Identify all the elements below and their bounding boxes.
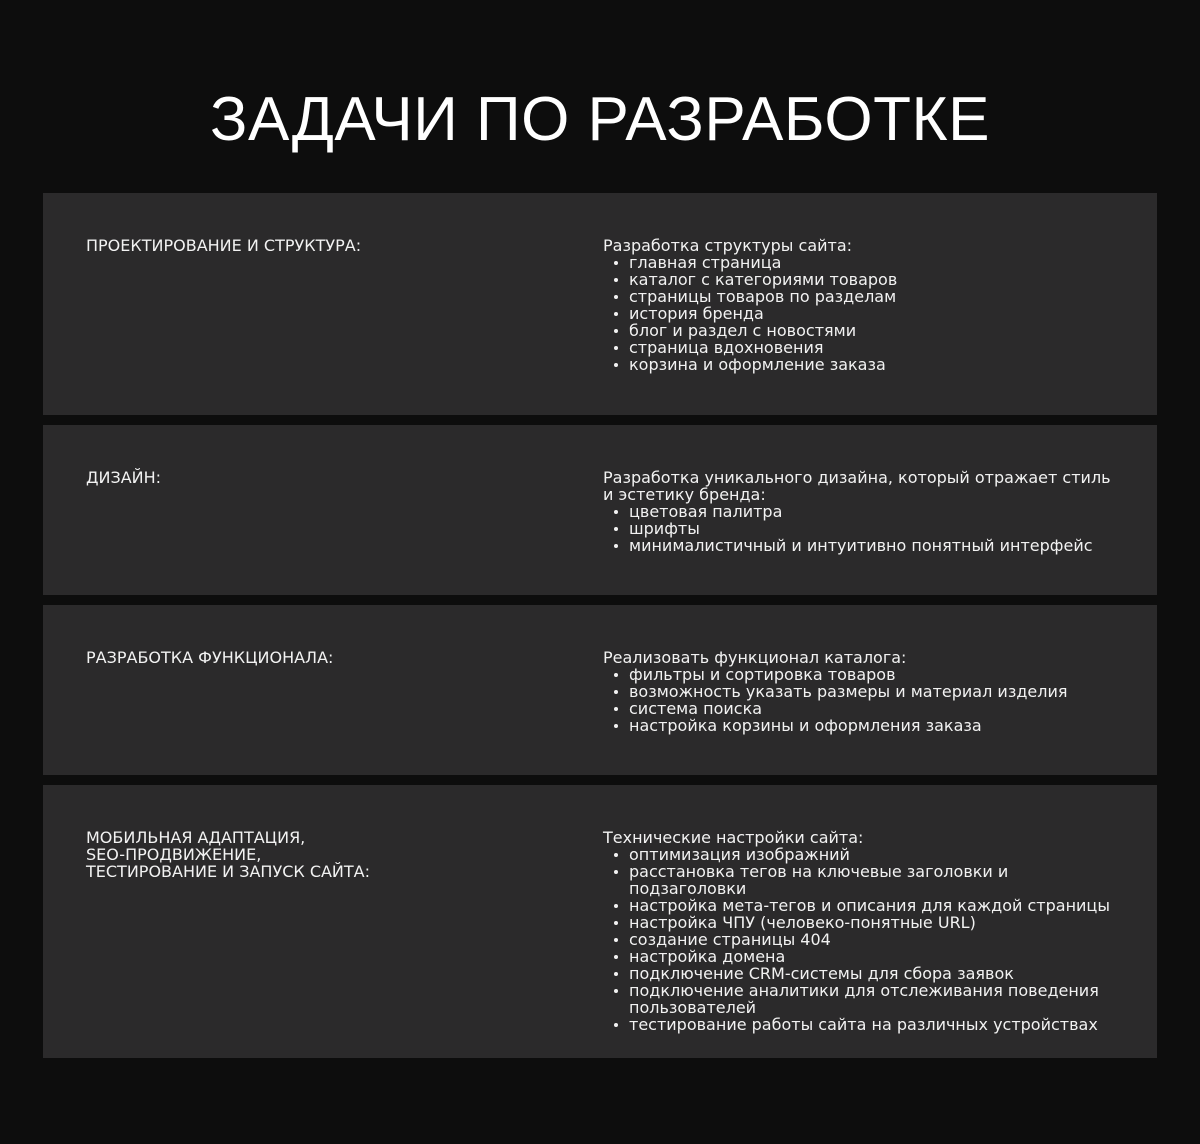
list-item: фильтры и сортировка товаров xyxy=(603,666,1123,683)
card-title: МОБИЛЬНАЯ АДАПТАЦИЯ, SEO-ПРОДВИЖЕНИЕ, ТЕСТИРОВАНИЕ И ЗАПУСК САЙТА: xyxy=(86,828,371,881)
task-card-design-structure xyxy=(43,193,1157,415)
task-card-launch xyxy=(43,785,1157,1058)
list-item: создание страницы 404 xyxy=(603,931,1123,948)
list-item: настройка ЧПУ (человеко-понятные URL) xyxy=(603,914,1123,931)
task-list xyxy=(603,846,1123,1033)
list-item: тестирование работы сайта на различных устройствах xyxy=(603,1016,1123,1033)
card-body xyxy=(603,469,1123,554)
list-item: шрифты xyxy=(603,520,1123,537)
card-intro: Технические настройки сайта: xyxy=(603,828,864,847)
list-item: расстановка тегов на ключевые заголовки и подзаголовки xyxy=(603,863,1123,897)
list-item: настройка домена xyxy=(603,948,1123,965)
card-intro: Реализовать функционал каталога: xyxy=(603,648,907,667)
list-item: страницы товаров по разделам xyxy=(603,288,1123,305)
list-item: настройка мета-тегов и описания для каждой страницы xyxy=(603,897,1123,914)
list-item: подключение аналитики для отслеживания поведения пользователей xyxy=(603,982,1123,1016)
list-item: корзина и оформление заказа xyxy=(603,356,1123,373)
list-item: каталог с категориями товаров xyxy=(603,271,1123,288)
card-title: РАЗРАБОТКА ФУНКЦИОНАЛА: xyxy=(86,648,334,667)
list-item: возможность указать размеры и материал изделия xyxy=(603,683,1123,700)
list-item: блог и раздел с новостями xyxy=(603,322,1123,339)
list-item: страница вдохновения xyxy=(603,339,1123,356)
card-intro: Разработка уникального дизайна, который отражает стиль и эстетику бренда: xyxy=(603,468,1111,504)
list-item: история бренда xyxy=(603,305,1123,322)
card-intro: Разработка структуры сайта: xyxy=(603,236,853,255)
card-body xyxy=(603,649,1123,734)
task-card-design xyxy=(43,425,1157,595)
card-body xyxy=(603,237,1123,373)
task-list xyxy=(603,666,1123,734)
card-title: ПРОЕКТИРОВАНИЕ И СТРУКТУРА: xyxy=(86,236,362,255)
list-item: настройка корзины и оформления заказа xyxy=(603,717,1123,734)
list-item: минималистичный и интуитивно понятный интерфейс xyxy=(603,537,1123,554)
list-item: система поиска xyxy=(603,700,1123,717)
card-title: ДИЗАЙН: xyxy=(86,468,162,487)
task-list xyxy=(603,254,1123,373)
card-body xyxy=(603,829,1123,1033)
list-item: подключение CRM-системы для сбора заявок xyxy=(603,965,1123,982)
list-item: оптимизация изобрaжний xyxy=(603,846,1123,863)
list-item: цветовая палитра xyxy=(603,503,1123,520)
task-list xyxy=(603,503,1123,554)
task-card-functionality xyxy=(43,605,1157,775)
page-title: ЗАДАЧИ ПО РАЗРАБОТКЕ xyxy=(210,85,990,154)
list-item: главная страница xyxy=(603,254,1123,271)
